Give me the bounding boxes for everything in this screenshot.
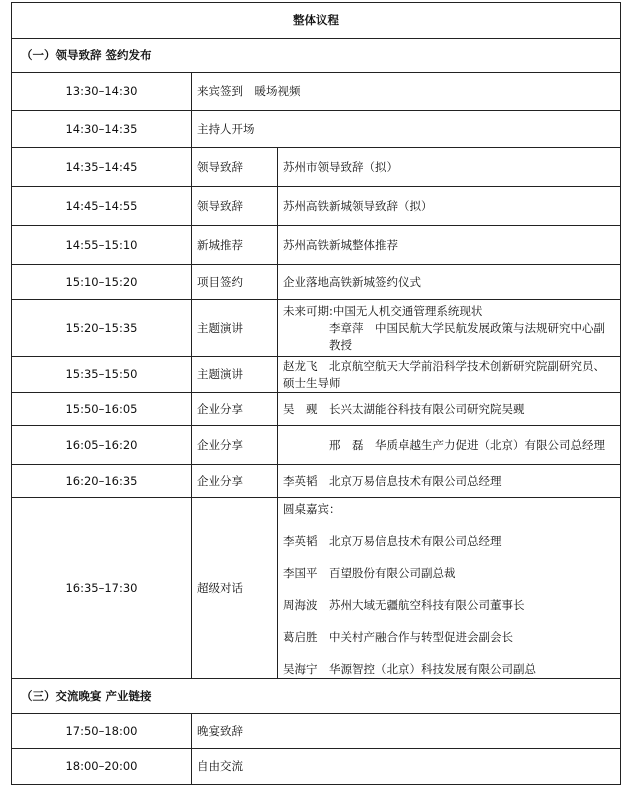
time-cell: 15:10–15:20 [12, 265, 192, 300]
activity-cell: 自由交流 [192, 749, 621, 785]
detail-cell: 赵龙飞 北京航空航天大学前沿科学技术创新研究院副研究员、硕士生导师 [278, 357, 621, 393]
time-cell: 17:50–18:00 [12, 714, 192, 749]
panel-detail-cell [278, 498, 621, 679]
table-row [12, 426, 621, 465]
table-row [12, 226, 621, 265]
panel-guest: 葛启胜 中关村产融合作与转型促进会副会长 [283, 630, 513, 644]
time-cell: 15:35–15:50 [12, 357, 192, 393]
detail-cell [278, 300, 621, 357]
category-cell: 企业分享 [192, 393, 278, 426]
detail-cell [278, 426, 621, 465]
time-cell: 15:20–15:35 [12, 300, 192, 357]
category-cell: 企业分享 [192, 465, 278, 498]
category-cell: 新城推荐 [192, 226, 278, 265]
category-cell: 企业分享 [192, 426, 278, 465]
category-cell: 项目签约 [192, 265, 278, 300]
time-cell: 14:55–15:10 [12, 226, 192, 265]
detail-cell: 苏州高铁新城整体推荐 [278, 226, 621, 265]
detail-cell: 李英韬 北京万易信息技术有限公司总经理 [278, 465, 621, 498]
activity-cell: 主持人开场 [192, 111, 621, 148]
section-heading-1: （一）领导致辞 签约发布 [12, 39, 621, 73]
time-cell: 18:00–20:00 [12, 749, 192, 785]
detail-cell: 苏州市领导致辞（拟） [278, 148, 621, 187]
section-header-row [12, 39, 621, 73]
time-cell: 14:30–14:35 [12, 111, 192, 148]
detail-cell: 吴 觋 长兴太湖能谷科技有限公司研究院吴觋 [278, 393, 621, 426]
table-row [12, 148, 621, 187]
talk-title: 未来可期:中国无人机交通管理系统现状 [283, 303, 483, 318]
table-row [12, 187, 621, 226]
title-row [12, 3, 621, 39]
category-cell: 领导致辞 [192, 187, 278, 226]
table-row [12, 714, 621, 749]
panel-guest: 吴海宁 华源智控（北京）科技发展有限公司副总 [283, 662, 536, 676]
category-cell: 主题演讲 [192, 357, 278, 393]
table-row [12, 393, 621, 426]
category-cell: 超级对话 [192, 498, 278, 679]
section-header-row [12, 679, 621, 714]
speaker-info: 邢 磊 华质卓越生产力促进（北京）有限公司总经理 [329, 437, 605, 452]
time-cell: 16:35–17:30 [12, 498, 192, 679]
time-cell: 15:50–16:05 [12, 393, 192, 426]
time-cell: 16:20–16:35 [12, 465, 192, 498]
activity-cell: 来宾签到 暖场视频 [192, 73, 621, 111]
table-row [12, 465, 621, 498]
detail-cell: 企业落地高铁新城签约仪式 [278, 265, 621, 300]
category-cell: 主题演讲 [192, 300, 278, 357]
table-row [12, 73, 621, 111]
category-cell: 领导致辞 [192, 148, 278, 187]
panel-guest: 周海波 苏州大域无疆航空科技有限公司董事长 [283, 598, 525, 612]
agenda-title: 整体议程 [12, 3, 621, 39]
panel-row [12, 498, 621, 679]
time-cell: 14:45–14:55 [12, 187, 192, 226]
panel-guest: 李英韬 北京万易信息技术有限公司总经理 [283, 534, 502, 548]
table-row [12, 357, 621, 393]
time-cell: 13:30–14:30 [12, 73, 192, 111]
table-row [12, 111, 621, 148]
speaker-info: 李章萍 中国民航大学民航发展政策与法规研究中心副教授 [329, 320, 605, 352]
time-cell: 14:35–14:45 [12, 148, 192, 187]
time-cell: 16:05–16:20 [12, 426, 192, 465]
detail-cell: 苏州高铁新城领导致辞（拟） [278, 187, 621, 226]
table-row [12, 265, 621, 300]
panel-guest: 李国平 百望股份有限公司副总裁 [283, 566, 456, 580]
section-heading-3: （三）交流晚宴 产业链接 [12, 679, 621, 714]
activity-cell: 晚宴致辞 [192, 714, 621, 749]
table-row [12, 749, 621, 785]
table-row [12, 300, 621, 357]
agenda-table [11, 2, 621, 785]
panel-heading: 圆桌嘉宾： [283, 502, 341, 516]
